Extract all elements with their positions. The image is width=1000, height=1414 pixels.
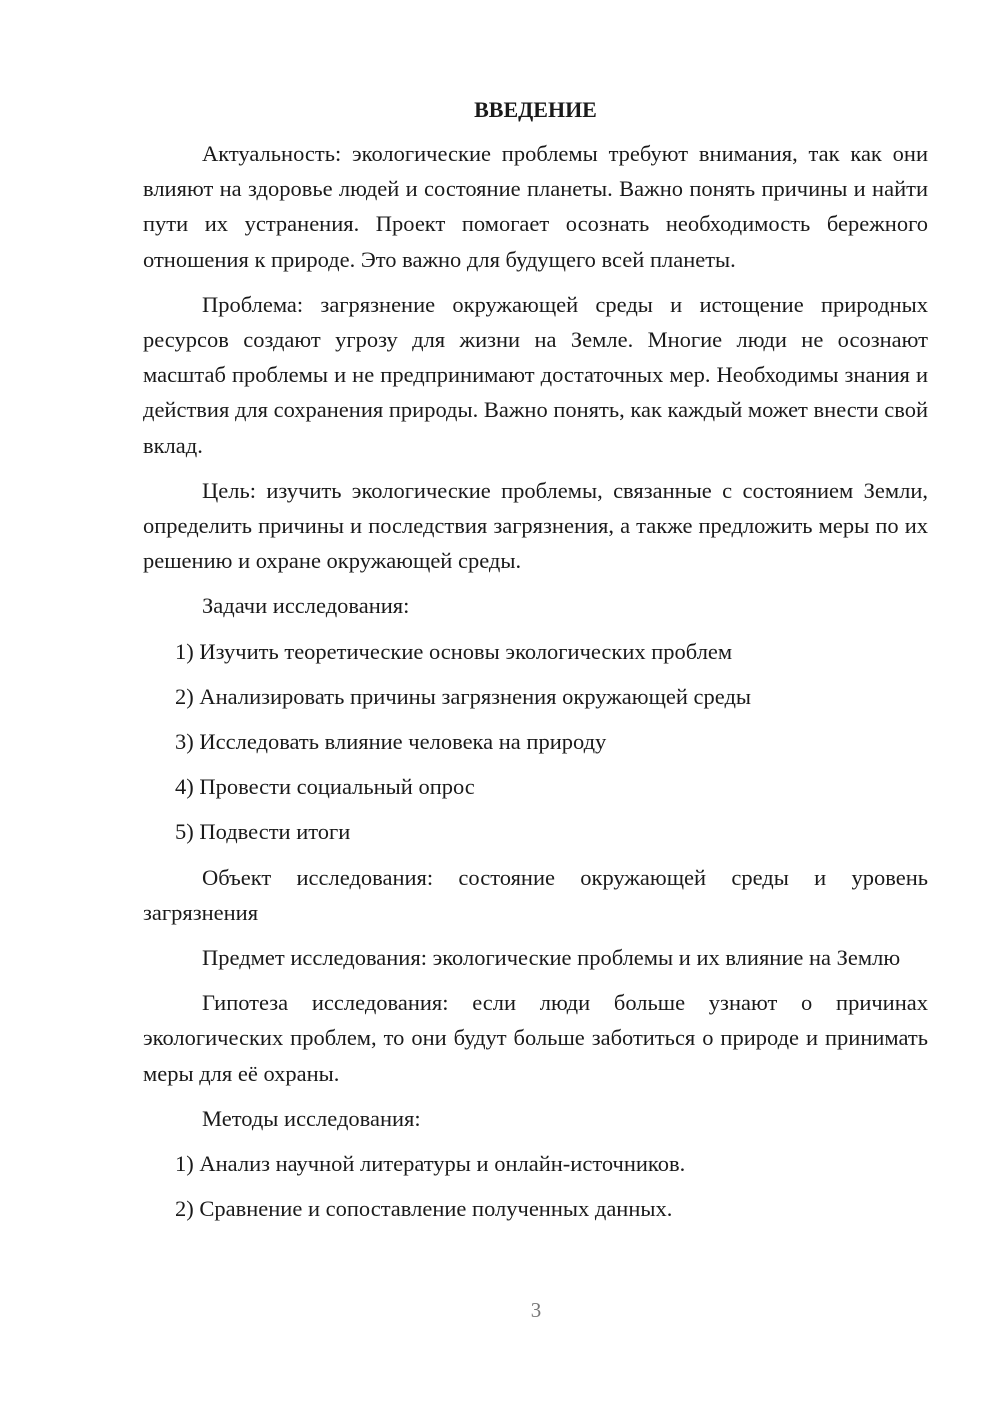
- task-item: 5) Подвести итоги: [175, 819, 351, 845]
- task-item: 2) Анализировать причины загрязнения окружающей среды: [175, 683, 752, 709]
- task-item: 3) Исследовать влияние человека на природу: [175, 729, 607, 755]
- tasks-heading: Задачи исследования:: [202, 593, 410, 619]
- method-item: 2) Сравнение и сопоставление полученных данных.: [175, 1196, 673, 1222]
- methods-heading: Методы исследования:: [202, 1105, 421, 1131]
- task-item: 1) Изучить теоретические основы экологических проблем: [175, 638, 733, 664]
- paragraph-object: Объект исследования: состояние окружающей среды и уровень загрязнения: [143, 864, 928, 925]
- paragraph-relevance: Актуальность: экологические проблемы требуют внимания, так как они влияют на здоровье людей и состояние планеты. Важно понять причины и найти пути их устранения. Проект помогает осознать необходимость бережного отношения к природе. Это важно для будущего всей планеты.: [143, 141, 928, 272]
- page-number: 3: [530, 1298, 542, 1322]
- document-page: [143, 96, 928, 1236]
- paragraph-goal: Цель: изучить экологические проблемы, связанные с состоянием Земли, определить причины и последствия загрязнения, а также предложить меры по их решению и охране окружающей среды.: [143, 477, 928, 574]
- task-item: 4) Провести социальный опрос: [175, 774, 475, 800]
- paragraph-hypothesis: Гипотеза исследования: если люди больше узнают о причинах экологических проблем, то они будут больше заботиться о природе и принимать меры для её охраны.: [143, 990, 928, 1086]
- paragraph-problem: Проблема: загрязнение окружающей среды и истощение природных ресурсов создают угрозу для жизни на Земле. Многие люди не осознают масштаб проблемы и не предпринимают достаточных мер. Необходимы знания и действия для сохранения природы. Важно понять, как каждый может внести свой вклад.: [143, 291, 928, 458]
- paragraph-subject: Предмет исследования: экологические проблемы и их влияние на Землю: [202, 945, 901, 971]
- page-title: ВВЕДЕНИЕ: [474, 97, 597, 122]
- method-item: 1) Анализ научной литературы и онлайн-источников.: [175, 1151, 686, 1177]
